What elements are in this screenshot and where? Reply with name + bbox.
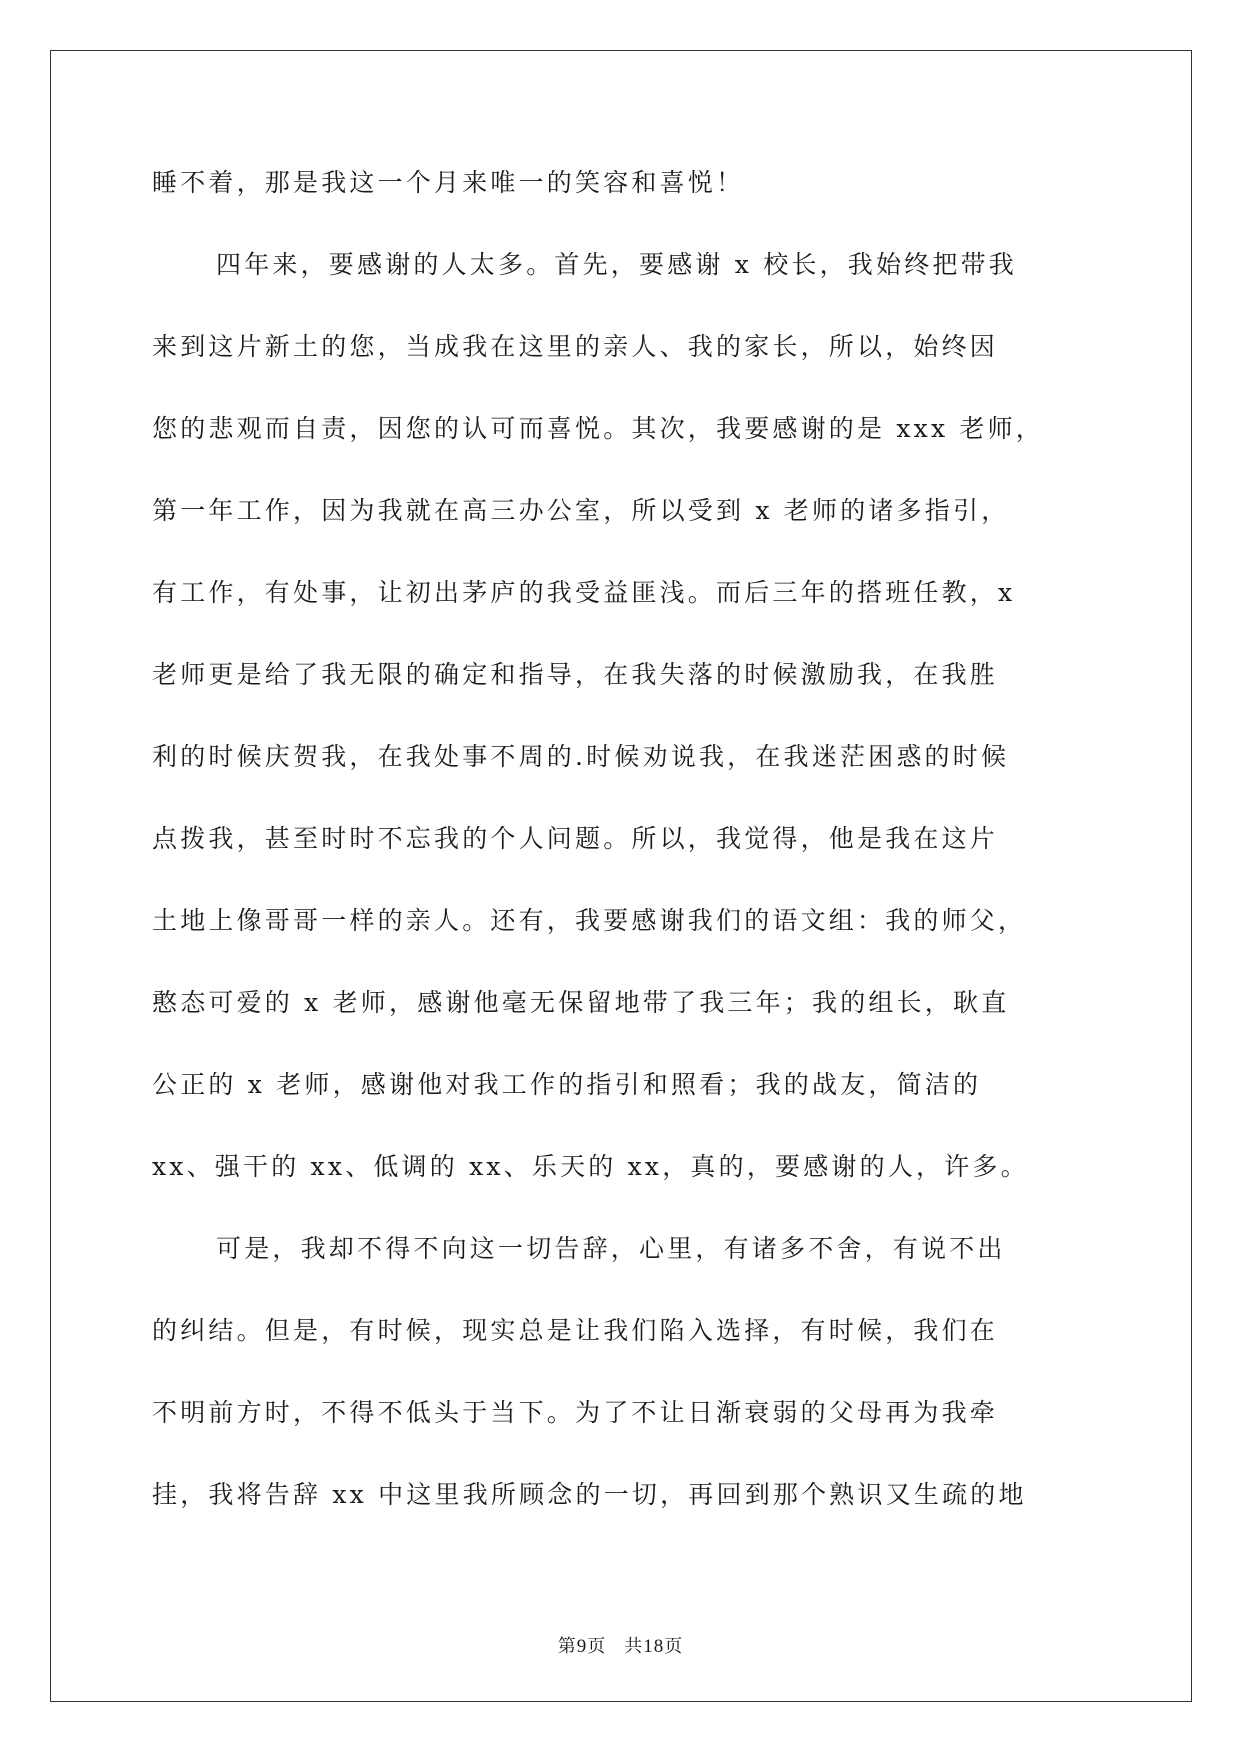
text-line: 睡不着，那是我这一个月来唯一的笑容和喜悦！ bbox=[152, 168, 745, 197]
text-line: 第一年工作，因为我就在高三办公室，所以受到 x 老师的诸多指引， bbox=[152, 496, 1010, 525]
text-line: 您的悲观而自责，因您的认可而喜悦。其次，我要感谢的是 xxx 老师， bbox=[152, 414, 1044, 443]
text-line: 老师更是给了我无限的确定和指导，在我失落的时候激励我，在我胜 bbox=[152, 660, 999, 689]
page-current-number: 9 bbox=[576, 1636, 588, 1657]
paragraph-start-line: 可是，我却不得不向这一切告辞，心里，有诸多不舍，有说不出 bbox=[216, 1234, 1006, 1263]
text-line: 土地上像哥哥一样的亲人。还有，我要感谢我们的语文组：我的师父， bbox=[152, 906, 1027, 935]
total-prefix: 共 bbox=[624, 1636, 644, 1657]
text-line: 挂，我将告辞 xx 中这里我所顾念的一切，再回到那个熟识又生疏的地 bbox=[152, 1480, 1027, 1509]
paragraph-start-line: 四年来，要感谢的人太多。首先，要感谢 x 校长，我始终把带我 bbox=[216, 250, 1017, 279]
text-line: 利的时候庆贺我，在我处事不周的.时候劝说我，在我迷茫困惑的时候 bbox=[152, 742, 1010, 771]
text-line: xx、强干的 xx、低调的 xx、乐天的 xx，真的，要感谢的人，许多。 bbox=[152, 1152, 1029, 1181]
text-line: 有工作，有处事，让初出茅庐的我受益匪浅。而后三年的搭班任教，x bbox=[152, 578, 1016, 607]
text-line: 的纠结。但是，有时候，现实总是让我们陷入选择，有时候，我们在 bbox=[152, 1316, 999, 1345]
document-body bbox=[152, 170, 1092, 1564]
page-prefix: 第 bbox=[557, 1636, 577, 1657]
text-line: 憨态可爱的 x 老师，感谢他毫无保留地带了我三年；我的组长，耿直 bbox=[152, 988, 1010, 1017]
text-line: 公正的 x 老师，感谢他对我工作的指引和照看；我的战友，简洁的 bbox=[152, 1070, 982, 1099]
page-suffix: 页 bbox=[587, 1636, 607, 1657]
page-total-number: 18 bbox=[643, 1636, 665, 1657]
text-line: 点拨我，甚至时时不忘我的个人问题。所以，我觉得，他是我在这片 bbox=[152, 824, 999, 853]
text-line: 来到这片新土的您，当成我在这里的亲人、我的家长，所以，始终因 bbox=[152, 332, 999, 361]
page-footer bbox=[0, 1632, 1241, 1658]
text-line: 不明前方时，不得不低头于当下。为了不让日渐衰弱的父母再为我牵 bbox=[152, 1398, 999, 1427]
total-suffix: 页 bbox=[664, 1636, 684, 1657]
